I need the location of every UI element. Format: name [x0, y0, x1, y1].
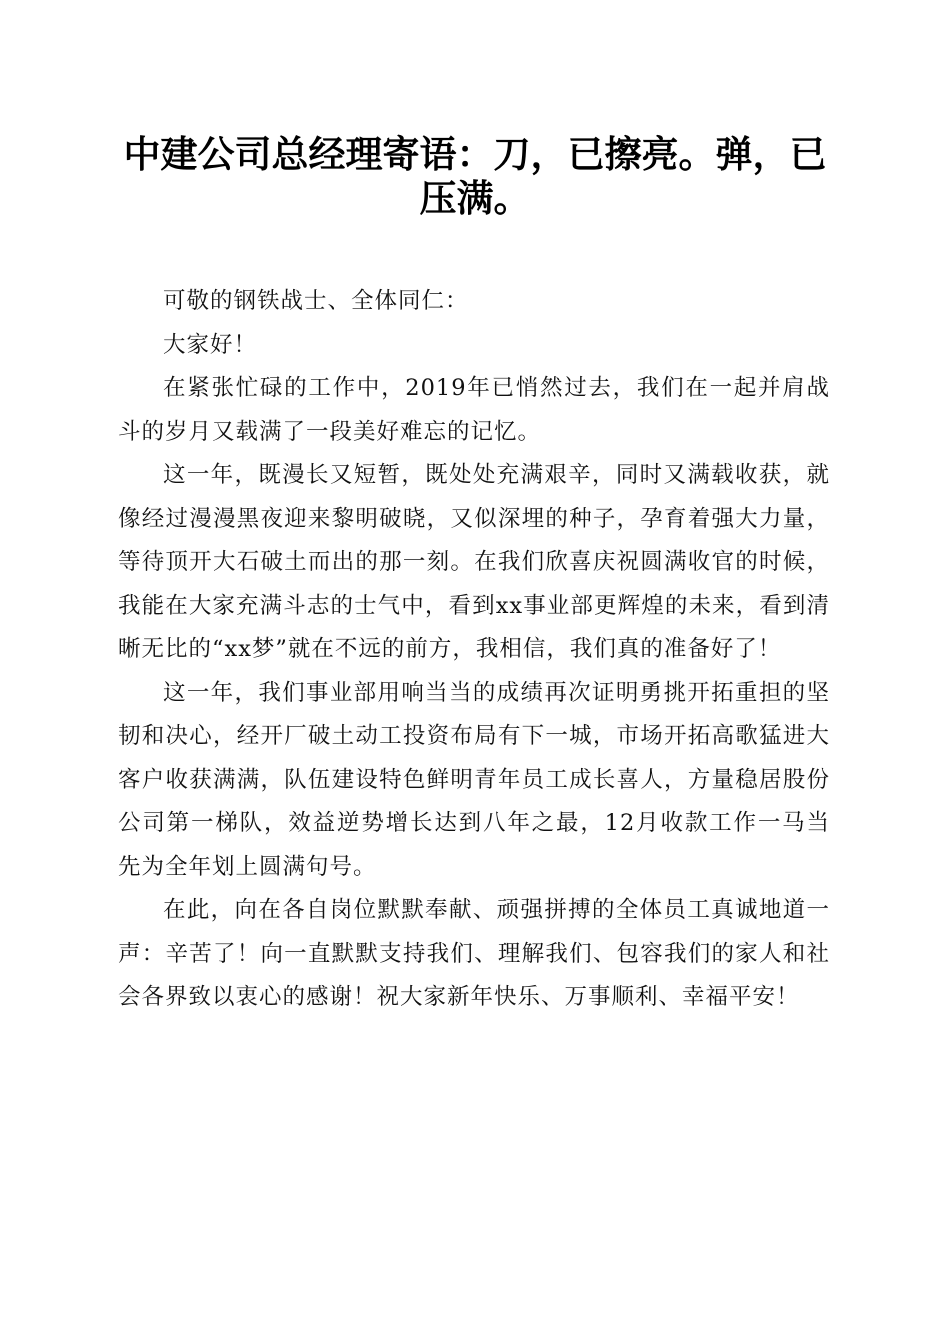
- document-title: 中建公司总经理寄语：刀，已擦亮。弹，已压满。: [123, 132, 827, 220]
- body-paragraph: 这一年，既漫长又短暂，既处处充满艰辛，同时又满载收获，就像经过漫漫黑夜迎来黎明破晓，又似深埋的种子，孕育着强大力量，等待顶开大石破土而出的那一刻。在我们欣喜庆祝圆满收官的时候，我能在大家充满斗志的士气中，看到xx事业部更辉煌的未来，看到清晰无比的“xx梦”就在不远的前方，我相信，我们真的准备好了！: [118, 462, 830, 662]
- body-paragraph: 这一年，我们事业部用响当当的成绩再次证明勇挑开拓重担的坚韧和决心，经开厂破土动工投资布局有下一城，市场开拓高歌猛进大客户收获满满，队伍建设特色鲜明青年员工成长喜人，方量稳居股份公司第一梯队，效益逆势增长达到八年之最，12月收款工作一马当先为全年划上圆满句号。: [118, 679, 830, 880]
- document-body: [118, 280, 830, 1020]
- closing-paragraph: 在此，向在各自岗位默默奉献、顽强拼搏的全体员工真诚地道一声：辛苦了！向一直默默支持我们、理解我们、包容我们的家人和社会各界致以衷心的感谢！祝大家新年快乐、万事顺利、幸福平安！: [118, 897, 830, 1010]
- greeting: 大家好！: [163, 331, 258, 358]
- salutation: 可敬的钢铁战士、全体同仁：: [163, 288, 469, 314]
- body-paragraph: 在紧张忙碌的工作中，2019年已悄然过去，我们在一起并肩战斗的岁月又载满了一段美好难忘的记忆。: [118, 375, 830, 445]
